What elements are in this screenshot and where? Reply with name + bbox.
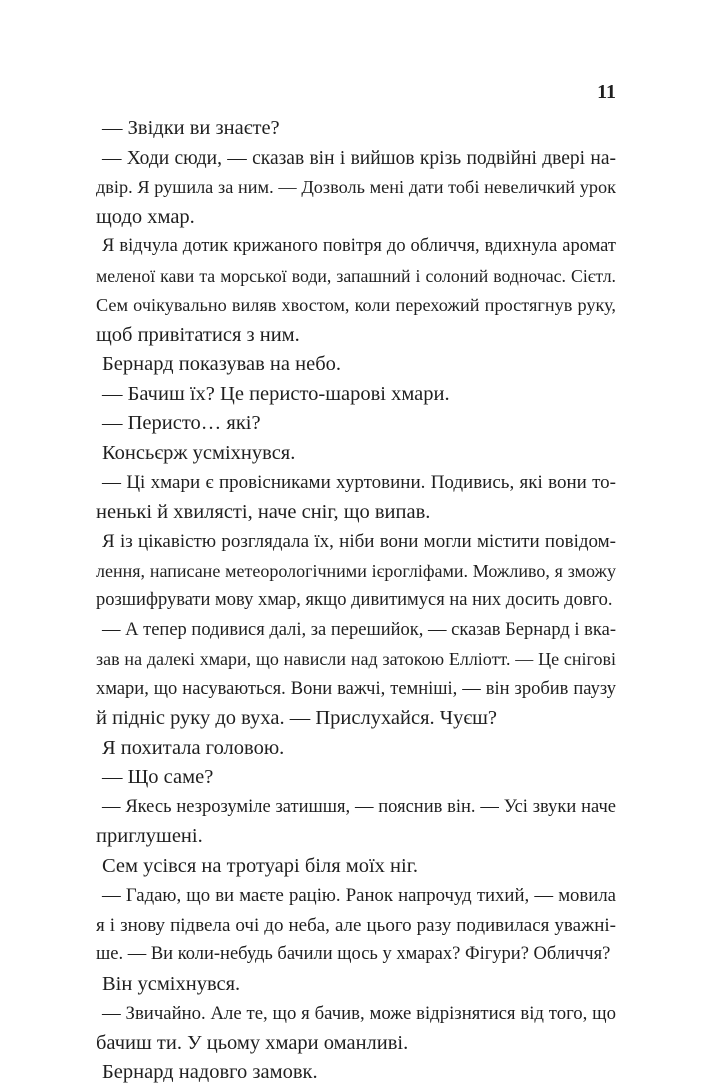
text-line: — Перисто… які? — [102, 412, 261, 434]
text-line: Бернард надовго замовк. — [102, 1061, 318, 1083]
text-line: розшифрувати мову хмар, якщо дивитимуся на них досить довго. — [96, 590, 613, 610]
text-line: — Звичайно. Але те, що я бачив, може відрізнятися від того, що — [102, 1003, 616, 1024]
text-line: Консьєрж усміхнувся. — [102, 441, 296, 464]
text-line: бачиш ти. У цьому хмари оманливі. — [96, 1031, 409, 1054]
text-line: лення, написане метеорологічними ієрогліфами. Можливо, я зможу — [96, 560, 616, 581]
text-line: — А тепер подивися далі, за перешийок, — сказав Бернард і вка- — [102, 619, 616, 640]
text-line: ше. — Ви коли-небудь бачили щось у хмарах? Фігури? Обличчя? — [96, 944, 611, 964]
text-line: й підніс руку до вуха. — Прислухайся. Чуєш? — [96, 707, 498, 729]
text-line: приглушені. — [96, 825, 203, 847]
text-line: Я похитала головою. — [102, 736, 285, 759]
text-line: я і знову підвела очі до неба, але цього разу подивилася уважні- — [96, 914, 616, 936]
text-line: — Звідки ви знаєте? — [102, 117, 280, 139]
text-line: Сем усівся на тротуарі біля моїх ніг. — [102, 854, 418, 877]
text-line: — Якесь незрозуміле затишшя, — пояснив він. — Усі звуки наче — [102, 796, 616, 817]
text-line: меленої кави та морської води, запашний і солоний водночас. Сієтл. — [96, 265, 616, 286]
text-line: — Ці хмари є провісниками хуртовини. Подивись, які вони то- — [102, 472, 616, 493]
text-line: ненькі й хвилясті, наче сніг, що випав. — [96, 500, 431, 523]
text-line: Сем очікувально виляв хвостом, коли перехожий простягнув руку, — [96, 295, 616, 315]
text-line: зав на далекі хмари, що нависли над затокою Елліотт. — Це снігові — [96, 649, 616, 669]
text-line: щоб привітатися з ним. — [96, 323, 300, 346]
text-line: — Бачиш їх? Це перисто-шарові хмари. — [102, 382, 450, 405]
text-line: Я із цікавістю розглядала їх, ніби вони могли містити повідом- — [102, 531, 616, 552]
text-line: — Що саме? — [102, 766, 214, 788]
text-line: щодо хмар. — [96, 205, 195, 228]
text-line: двір. Я рушила за ним. — Дозволь мені дати тобі невеличкий урок — [96, 177, 616, 197]
text-line: хмари, що насуваються. Вони важчі, темніші, — він зробив паузу — [96, 678, 616, 699]
text-line: Я відчула дотик крижаного повітря до обличчя, вдихнула аромат — [102, 236, 616, 256]
body-text — [96, 114, 616, 1088]
text-line: Він усміхнувся. — [102, 972, 241, 995]
text-line: — Ходи сюди, — сказав він і вийшов крізь подвійні двері на- — [102, 147, 616, 169]
page-number: 11 — [597, 81, 616, 103]
text-line: Бернард показував на небо. — [102, 353, 341, 375]
text-line: — Гадаю, що ви маєте рацію. Ранок напрочуд тихий, — мовила — [102, 885, 616, 906]
